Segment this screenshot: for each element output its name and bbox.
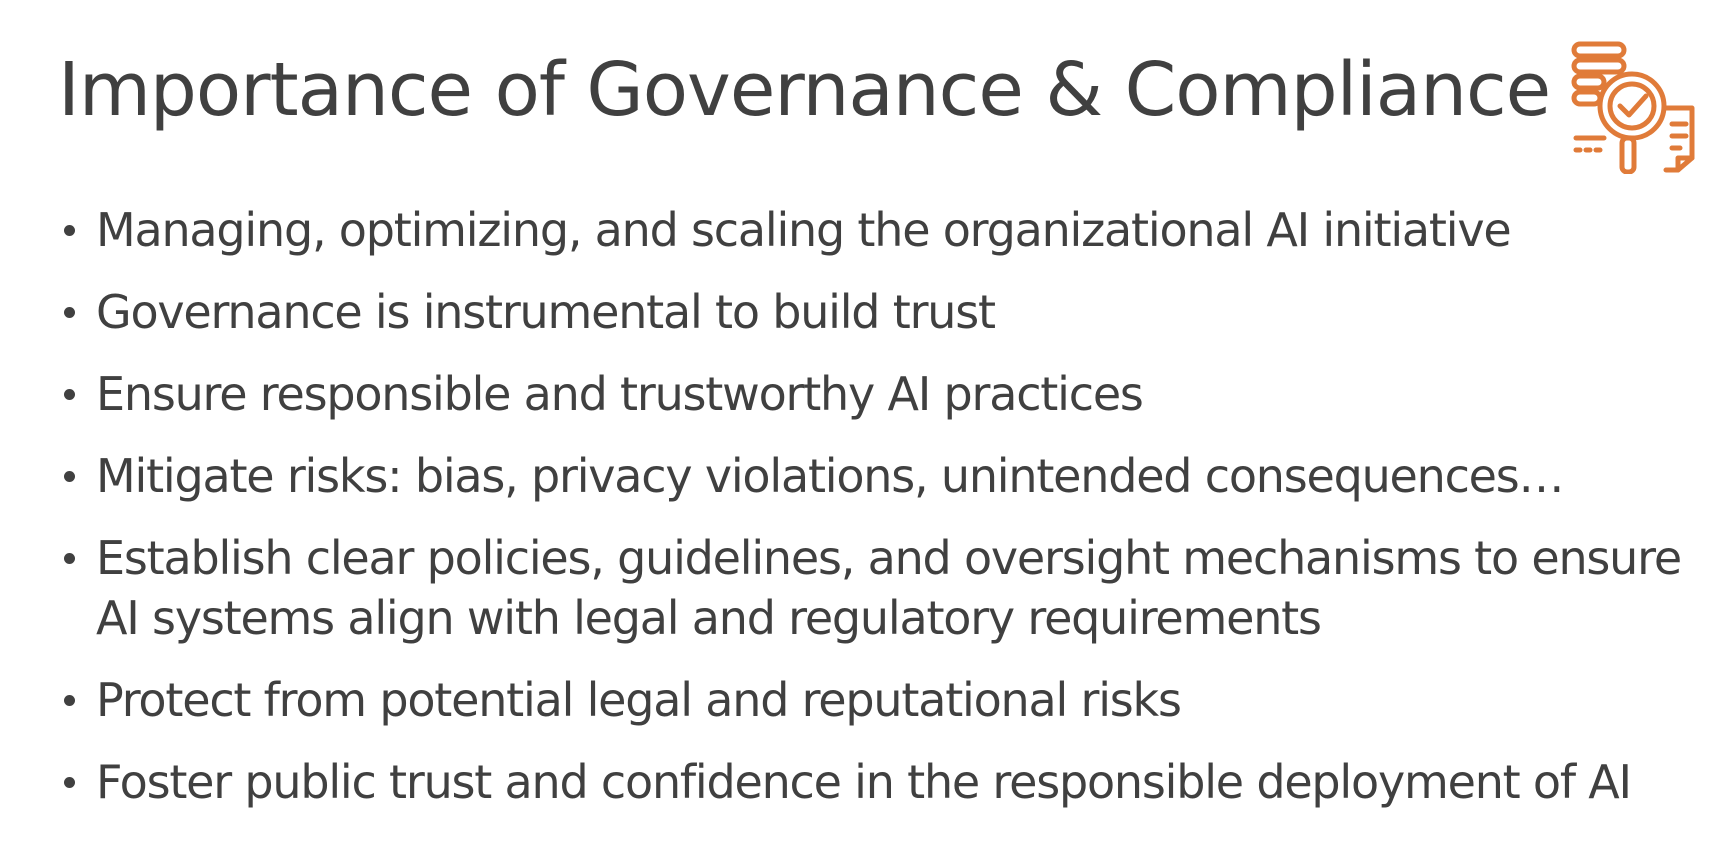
bullet-dot (64, 695, 75, 706)
bullet-item (60, 200, 1700, 260)
bullet-item (60, 670, 1700, 730)
bullet-dot (64, 389, 75, 400)
bullet-text: Establish clear policies, guidelines, and oversight mechanisms to ensure AI systems align with legal and regulatory requirements (96, 531, 1681, 645)
bullet-text: Governance is instrumental to build trust (96, 285, 995, 339)
bullet-dot (64, 225, 75, 236)
bullet-item (60, 364, 1700, 424)
bullet-item (60, 282, 1700, 342)
slide-title: Importance of Governance & Compliance (58, 47, 1551, 133)
bullet-list (60, 200, 1700, 834)
bullet-item (60, 528, 1700, 648)
bullet-text: Foster public trust and confidence in the responsible deployment of AI (96, 755, 1631, 809)
bullet-text: Ensure responsible and trustworthy AI practices (96, 367, 1143, 421)
bullet-text: Mitigate risks: bias, privacy violations, unintended consequences… (96, 449, 1564, 503)
bullet-dot (64, 471, 75, 482)
bullet-dot (64, 307, 75, 318)
bullet-item (60, 446, 1700, 506)
bullet-dot (64, 553, 75, 564)
bullet-item (60, 752, 1700, 812)
bullet-dot (64, 777, 75, 788)
bullet-text: Protect from potential legal and reputational risks (96, 673, 1181, 727)
bullet-text: Managing, optimizing, and scaling the organizational AI initiative (96, 203, 1511, 257)
governance-compliance-icon (1570, 40, 1700, 174)
